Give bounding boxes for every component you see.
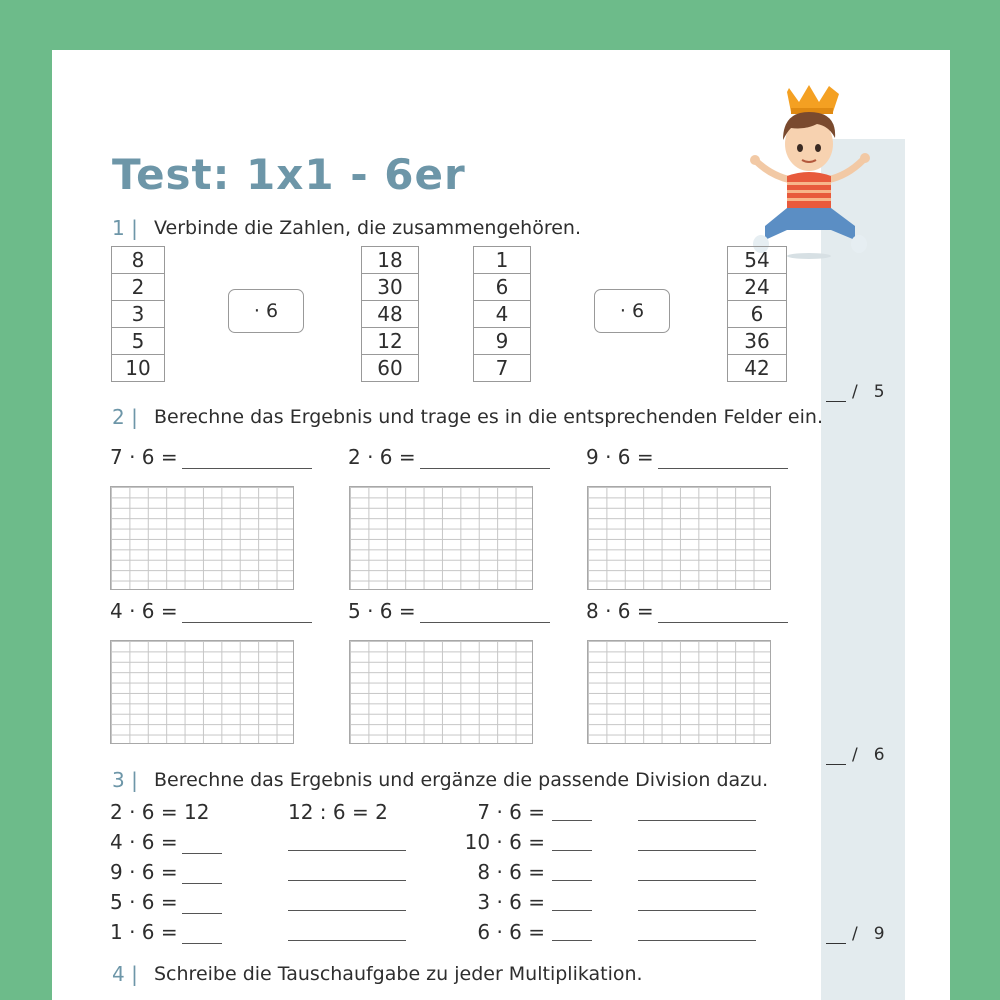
number-cell: 8: [112, 247, 164, 274]
task-1-instruction: Verbinde die Zahlen, die zusammengehören.: [154, 217, 582, 239]
task-3-equation: 6 · 6 =: [477, 920, 545, 944]
task-3-equation: 4 · 6 =: [110, 830, 222, 854]
task-1-score: / 5: [826, 382, 885, 402]
number-cell: 1: [474, 247, 530, 274]
number-cell: 36: [728, 328, 786, 355]
answer-line[interactable]: [182, 865, 222, 884]
number-cell: 30: [362, 274, 418, 301]
division-answer-line[interactable]: [638, 820, 756, 821]
task-3-instruction: Berechne das Ergebnis und ergänze die passende Division dazu.: [154, 769, 769, 791]
division-answer-line[interactable]: [638, 910, 756, 911]
task-3-equation: 5 · 6 =: [110, 890, 222, 914]
number-cell: 6: [474, 274, 530, 301]
division-answer-line[interactable]: [288, 850, 406, 851]
score-blank[interactable]: [826, 749, 846, 765]
number-cell: 54: [728, 247, 786, 274]
score-blank[interactable]: [826, 928, 846, 944]
answer-line[interactable]: [420, 604, 550, 623]
number-cell: 2: [112, 274, 164, 301]
number-cell: 7: [495, 356, 509, 380]
task-3-number: 3 |: [112, 768, 138, 792]
answer-line[interactable]: [658, 604, 788, 623]
task-2-equation: 5 · 6 =: [348, 599, 550, 623]
task-2-score: / 6: [826, 745, 885, 765]
task-2-equation: 2 · 6 =: [348, 445, 550, 469]
answer-line[interactable]: [182, 895, 222, 914]
page-title: Test: 1x1 - 6er: [112, 150, 466, 199]
calculation-grid[interactable]: [587, 486, 771, 590]
task-4-instruction: Schreibe die Tauschaufgabe zu jeder Multiplikation.: [154, 963, 643, 985]
boy-with-crown-illustration: [747, 80, 872, 270]
task-2-equation: 9 · 6 =: [586, 445, 788, 469]
division-answer-line[interactable]: [288, 880, 406, 881]
task-3-equation: 1 · 6 =: [110, 920, 222, 944]
number-cell: 60: [377, 356, 403, 380]
task-3-equation: 8 · 6 =: [477, 860, 545, 884]
answer-line[interactable]: [658, 450, 788, 469]
worksheet: [52, 50, 950, 1000]
number-cell: 6: [728, 301, 786, 328]
number-cell: 3: [112, 301, 164, 328]
task-1-left-input-column: [111, 246, 165, 382]
division-answer-line[interactable]: [288, 910, 406, 911]
task-3-equation: 3 · 6 =: [477, 890, 545, 914]
number-cell: 5: [112, 328, 164, 355]
task-3-equation: 9 · 6 =: [110, 860, 222, 884]
number-cell: 18: [362, 247, 418, 274]
calculation-grid[interactable]: [110, 486, 294, 590]
number-cell: 24: [728, 274, 786, 301]
task-2-number: 2 |: [112, 405, 138, 429]
task-1-left-operator-box: · 6: [228, 289, 304, 333]
answer-line[interactable]: [552, 910, 592, 911]
task-3-equation: 10 · 6 =: [464, 830, 545, 854]
task-1-left-result-column: [361, 246, 419, 382]
task-3-equation: 2 · 6 = 12: [110, 800, 210, 824]
answer-line[interactable]: [182, 835, 222, 854]
number-cell: 9: [474, 328, 530, 355]
answer-line[interactable]: [552, 820, 592, 821]
answer-line[interactable]: [552, 880, 592, 881]
division-answer-line[interactable]: [638, 880, 756, 881]
calculation-grid[interactable]: [349, 640, 533, 744]
answer-line[interactable]: [182, 604, 312, 623]
task-1-number: 1 |: [112, 216, 138, 240]
task-2-instruction: Berechne das Ergebnis und trage es in die entsprechenden Felder ein.: [154, 406, 823, 428]
division-answer-line[interactable]: [288, 940, 406, 941]
task-4-number: 4 |: [112, 962, 138, 986]
calculation-grid[interactable]: [349, 486, 533, 590]
answer-line[interactable]: [182, 450, 312, 469]
number-cell: 48: [362, 301, 418, 328]
answer-line[interactable]: [552, 850, 592, 851]
division-answer-line[interactable]: [638, 850, 756, 851]
score-blank[interactable]: [826, 386, 846, 402]
task-3-example-division: 12 : 6 = 2: [288, 800, 388, 824]
calculation-grid[interactable]: [110, 640, 294, 744]
number-cell: 12: [362, 328, 418, 355]
answer-line[interactable]: [552, 940, 592, 941]
number-cell: 4: [474, 301, 530, 328]
task-2-equation: 7 · 6 =: [110, 445, 312, 469]
task-2-equation: 8 · 6 =: [586, 599, 788, 623]
answer-line[interactable]: [420, 450, 550, 469]
calculation-grid[interactable]: [587, 640, 771, 744]
task-3-equation: 7 · 6 =: [477, 800, 545, 824]
task-1-right-result-column: [727, 246, 787, 382]
division-answer-line[interactable]: [638, 940, 756, 941]
number-cell: 42: [744, 356, 770, 380]
task-1-right-operator-box: · 6: [594, 289, 670, 333]
number-cell: 10: [125, 356, 151, 380]
task-1-right-input-column: [473, 246, 531, 382]
task-3-score: / 9: [826, 924, 885, 944]
answer-line[interactable]: [182, 925, 222, 944]
task-2-equation: 4 · 6 =: [110, 599, 312, 623]
